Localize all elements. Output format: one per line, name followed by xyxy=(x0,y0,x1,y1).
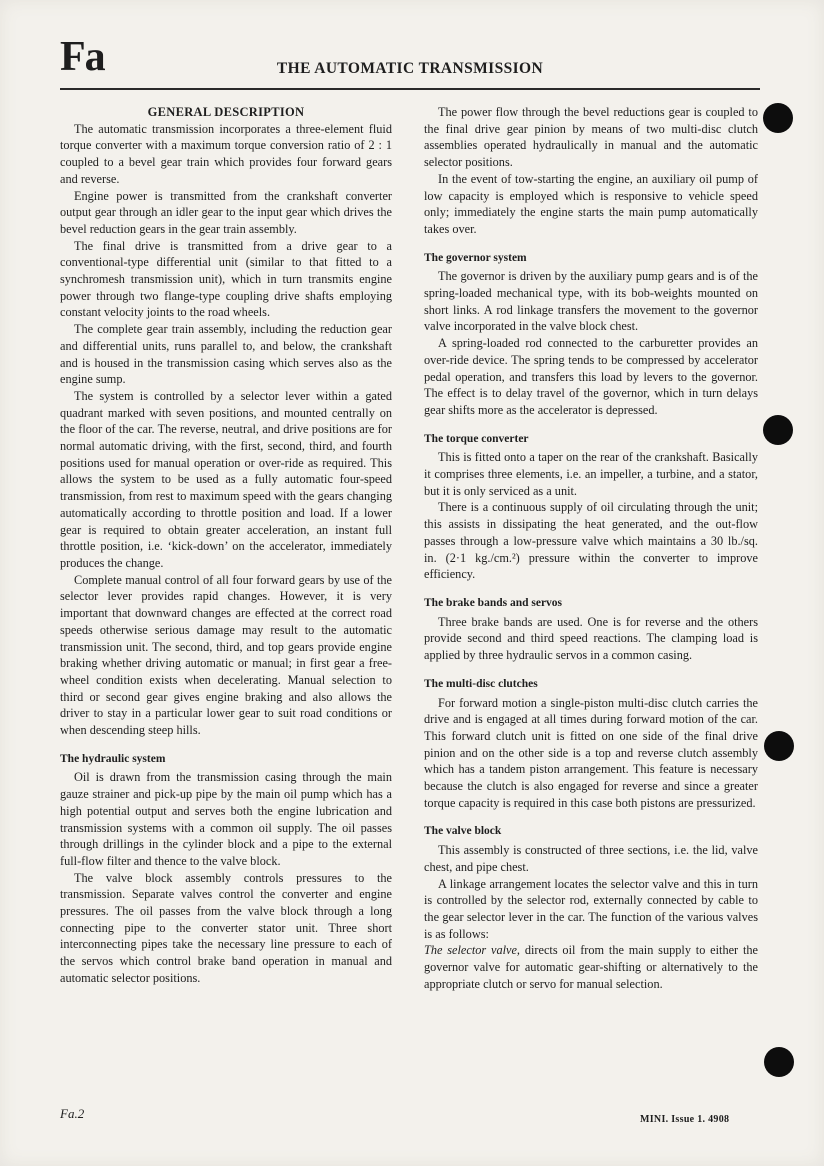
left-column xyxy=(60,104,392,987)
paragraph: The valve block assembly controls pressures to the transmission. Separate valves control the converter and engine pressures. The oil passes from the valve block through a long connecting pipe to the converter stator unit. Three short interconnecting pipes take the necessary line pressure to each of the servos which control brake band operation in manual and automatic selector positions. xyxy=(60,870,392,985)
paragraph: Three brake bands are used. One is for reverse and the others provide second and third speed reactions. The clamping load is applied by three hydraulic servos in a common casing. xyxy=(424,614,758,663)
paragraph: A linkage arrangement locates the selector valve and this in turn is controlled by the selector rod, externally connected by cable to the gear selector lever in the car. The function of the various valves is as follows: xyxy=(424,876,758,941)
paragraph: This assembly is constructed of three sections, i.e. the lid, valve chest, and pipe chest. xyxy=(424,843,758,874)
paragraph: The final drive is transmitted from a drive gear to a conventional-type differential unit (similar to that fitted to a synchromesh transmission unit), which in turn transmits engine power through two flange-type coupling drive shafts employing constant velocity joints to the road wheels. xyxy=(60,238,392,320)
punch-hole xyxy=(764,1047,794,1077)
header-rule xyxy=(60,88,760,90)
paragraph: In the event of tow-starting the engine, an auxiliary oil pump of low capacity is employed which is responsive to vehicle speed only; immediately the engine starts the main pump automatically takes over. xyxy=(424,171,758,236)
paragraph: This is fitted onto a taper on the rear of the crankshaft. Basically it comprises three elements, i.e. an impeller, a turbine, and a stator, but it is only serviced as a unit. xyxy=(424,450,758,498)
right-column xyxy=(424,104,758,992)
hydraulic-system-heading: The hydraulic system xyxy=(60,752,166,765)
paragraph: For forward motion a single-piston multi-disc clutch carries the drive and is engaged at all times during forward motion of the car. This forward clutch unit is fitted on one side of the final drive pinion and on the other side is a top and reverse clutch assembly which has a tandem piston arrangement. This feature is necessary because the clutch is also engaged for reverse and since a greater torque capacity is required in this case both pistons are pressurized. xyxy=(424,695,758,810)
punch-hole xyxy=(763,415,793,445)
paragraph: Oil is drawn from the transmission casing through the main gauze strainer and pick-up pipe by the main oil pump which has a high potential output and serves both the engine lubrication and transmission systems with a common oil supply. The oil passes through drillings in the cylinder block and a pipe to the external full-flow filter and thence to the valve block. xyxy=(60,770,392,868)
brake-bands-heading: The brake bands and servos xyxy=(424,596,563,609)
selector-valve-text: directs oil from the main supply to either the governor valve for automatic gear-shifting or alternatively to the appropriate clutch or servo for manual selection. xyxy=(424,943,758,991)
selector-valve-paragraph xyxy=(424,942,758,992)
issue-number: MINI. Issue 1. 4908 xyxy=(640,1114,730,1125)
selector-valve-term: The selector valve, xyxy=(424,943,521,958)
paragraph: Complete manual control of all four forward gears by use of the selector lever provides rapid changes. However, it is very important that downward changes are effected at the correct road speeds otherwise serious damage may result to the automatic transmission unit. The second, third, and top gears provide engine braking whether driving automatic or manual; in first gear a free-wheel condition exists when decelerating. Manual selection to third or second gear gives engine braking and also allows the driver to stay in a particular lower gear to suit road conditions or when descending steep hills. xyxy=(60,572,392,738)
paragraph: Engine power is transmitted from the crankshaft converter output gear through an idler gear to the input gear which drives the bevel reduction gears in the gear train assembly. xyxy=(60,188,392,236)
page-reference: Fa.2 xyxy=(60,1106,85,1121)
paragraph: A spring-loaded rod connected to the carburetter provides an over-ride device. The spring tends to be compressed by accelerator pedal operation, and transfers this load by levers to the governor. The effect is to delay travel of the governor, which in turn delays gear shifts more as the accelerator is depressed. xyxy=(424,336,758,417)
section-code: Fa xyxy=(60,34,105,80)
paragraph: The automatic transmission incorporates a three-element fluid torque converter with a maximum torque conversion ratio of 2 : 1 coupled to a bevel gear train which provides four forward gears and reverse. xyxy=(60,121,392,186)
valve-block-heading: The valve block xyxy=(424,825,502,838)
paragraph: The power flow through the bevel reductions gear is coupled to the final drive gear pinion by means of two multi-disc clutch assemblies operated hydraulically in manual and the automatic selector positions. xyxy=(424,105,758,170)
torque-converter-heading: The torque converter xyxy=(424,432,529,445)
governor-system-heading: The governor system xyxy=(424,251,527,264)
punch-hole xyxy=(763,103,793,133)
paragraph: The system is controlled by a selector lever within a gated quadrant marked with seven positions, and mounted centrally on the floor of the car. The reverse, neutral, and drive positions are for normal automatic driving, with the first, second, third, and fourth positions used for manual operation or over-ride as required. This allows the system to be used as a fully automatic four-speed transmission, from rest to maximum speed with the gears changing automatically according to throttle position and load. If a lower gear is required to obtain greater acceleration, an instant full throttle position, i.e. ‘kick-down’ on the accelerator, immediately produces the change. xyxy=(60,388,392,570)
page-title: THE AUTOMATIC TRANSMISSION xyxy=(276,60,544,77)
punch-hole xyxy=(764,731,794,761)
multi-disc-clutches-heading: The multi-disc clutches xyxy=(424,677,538,690)
paragraph: The governor is driven by the auxiliary pump gears and is of the spring-loaded mechanical type, with its bob-weights mounted on short links. A rod linkage transfers the movement to the governor valve incorporated in the valve block chest. xyxy=(424,269,758,334)
paragraph: The complete gear train assembly, including the reduction gear and differential units, runs parallel to, and below, the crankshaft and is housed in the transmission casing which serves also as the engine sump. xyxy=(60,322,392,387)
paragraph: There is a continuous supply of oil circulating through the unit; this assists in dissipating the heat generated, and the out-flow passes through a low-pressure valve which maintains a 30 lb./sq. in. (2·1 kg./cm.²) pressure within the converter to improve efficiency. xyxy=(424,500,758,582)
general-description-heading: GENERAL DESCRIPTION xyxy=(147,105,305,119)
